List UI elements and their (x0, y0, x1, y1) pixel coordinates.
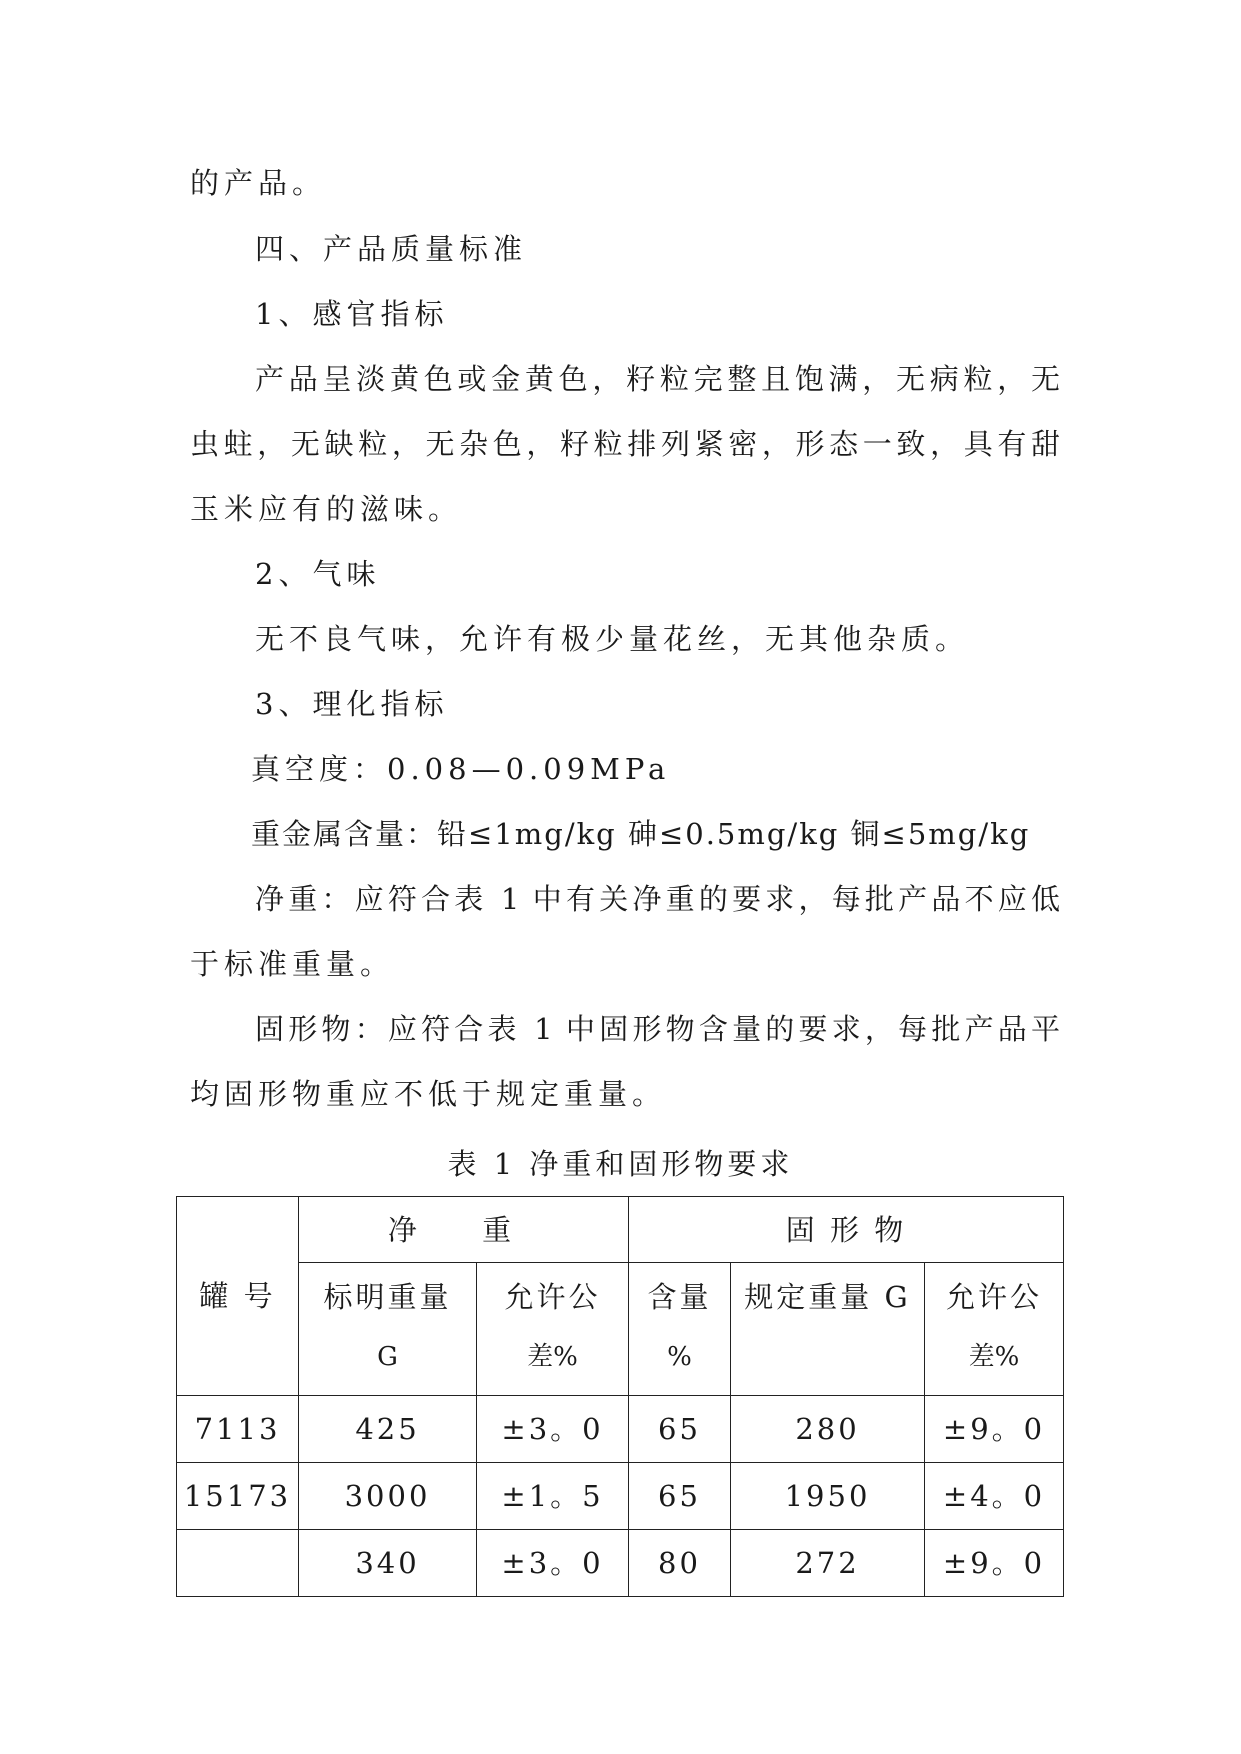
cell-tolerance-net (477, 1530, 629, 1597)
text-line: 虫蛀，无缺粒，无杂色，籽粒排列紧密，形态一致，具有甜 (190, 427, 1060, 461)
cell-tolerance-solids (925, 1463, 1064, 1530)
cell-value: 65 (658, 1479, 701, 1513)
cell-labeled-weight (299, 1463, 477, 1530)
section-heading: 四、产品质量标准 (255, 232, 528, 266)
cell-labeled-weight (299, 1530, 477, 1597)
text-line: 真空度：0.08—0.09MPa (251, 752, 671, 786)
header-label: 净 重 (387, 1212, 540, 1247)
cell-value: ±3。0 (501, 1546, 604, 1580)
header-label: 固 形 物 (785, 1212, 907, 1247)
cell-content (629, 1463, 731, 1530)
header-label: 标明重量 (323, 1280, 452, 1314)
header-content (629, 1263, 731, 1396)
header-can-number (177, 1197, 299, 1396)
cell-value: 65 (658, 1412, 701, 1446)
cell-can-number (177, 1530, 299, 1597)
table-row (177, 1463, 1064, 1530)
table-row (177, 1530, 1064, 1597)
cell-value: 1950 (784, 1479, 871, 1513)
table-header-row (177, 1197, 1064, 1263)
cell-tolerance-net (477, 1396, 629, 1463)
text-line: 无不良气味，允许有极少量花丝，无其他杂质。 (255, 622, 970, 656)
cell-value: 280 (795, 1412, 860, 1446)
cell-specified-weight (731, 1530, 925, 1597)
header-label: 含量 (647, 1280, 712, 1314)
header-unit: % (667, 1342, 692, 1372)
header-unit: 差% (527, 1342, 578, 1372)
header-tolerance-net (477, 1263, 629, 1396)
subsection-heading: 1、感官指标 (255, 297, 449, 331)
cell-labeled-weight (299, 1396, 477, 1463)
header-net-weight (299, 1197, 629, 1263)
cell-can-number (177, 1463, 299, 1530)
text-line: 的产品。 (190, 166, 327, 200)
cell-can-number (177, 1396, 299, 1463)
text-line: 重金属含量：铅≤1mg/kg 砷≤0.5mg/kg 铜≤5mg/kg (251, 817, 1031, 851)
cell-tolerance-net (477, 1463, 629, 1530)
header-label: 规定重量 G (744, 1280, 911, 1314)
cell-content (629, 1396, 731, 1463)
header-label: 允许公 (946, 1280, 1043, 1314)
table-row (177, 1396, 1064, 1463)
text-line: 均固形物重应不低于规定重量。 (190, 1077, 667, 1111)
spec-table (176, 1196, 1064, 1597)
cell-tolerance-solids (925, 1530, 1064, 1597)
text-line: 净重：应符合表 1 中有关净重的要求，每批产品不应低 (255, 882, 1060, 916)
subsection-heading: 3、理化指标 (255, 687, 449, 721)
cell-value: ±4。0 (942, 1479, 1046, 1513)
cell-value: ±3。0 (501, 1412, 604, 1446)
header-unit: G (377, 1342, 398, 1372)
header-labeled-weight (299, 1263, 477, 1396)
text-line: 产品呈淡黄色或金黄色，籽粒完整且饱满，无病粒，无 (255, 362, 1060, 396)
cell-value: 425 (355, 1412, 420, 1446)
cell-value: 3000 (344, 1479, 431, 1513)
cell-specified-weight (731, 1396, 925, 1463)
cell-value: 15173 (183, 1479, 292, 1513)
cell-value: 7113 (194, 1412, 281, 1446)
text-line: 玉米应有的滋味。 (190, 492, 463, 526)
cell-value: 80 (658, 1546, 701, 1580)
header-specified-weight (731, 1263, 925, 1396)
cell-value: 272 (795, 1546, 860, 1580)
cell-content (629, 1530, 731, 1597)
header-label: 允许公 (504, 1280, 601, 1314)
cell-specified-weight (731, 1463, 925, 1530)
table-caption: 表 1 净重和固形物要求 (447, 1147, 794, 1181)
text-line: 固形物：应符合表 1 中固形物含量的要求，每批产品平 (255, 1012, 1060, 1046)
header-label: 罐 号 (199, 1279, 276, 1313)
cell-tolerance-solids (925, 1396, 1064, 1463)
header-tolerance-solids (925, 1263, 1064, 1396)
table-subheader-row (177, 1263, 1064, 1396)
subsection-heading: 2、气味 (255, 557, 381, 591)
cell-value: ±9。0 (942, 1412, 1046, 1446)
cell-value: ±1。5 (501, 1479, 604, 1513)
cell-value: 340 (355, 1546, 420, 1580)
header-unit: 差% (968, 1342, 1020, 1372)
text-line: 于标准重量。 (190, 947, 395, 981)
cell-value: ±9。0 (942, 1546, 1046, 1580)
header-solids (629, 1197, 1064, 1263)
